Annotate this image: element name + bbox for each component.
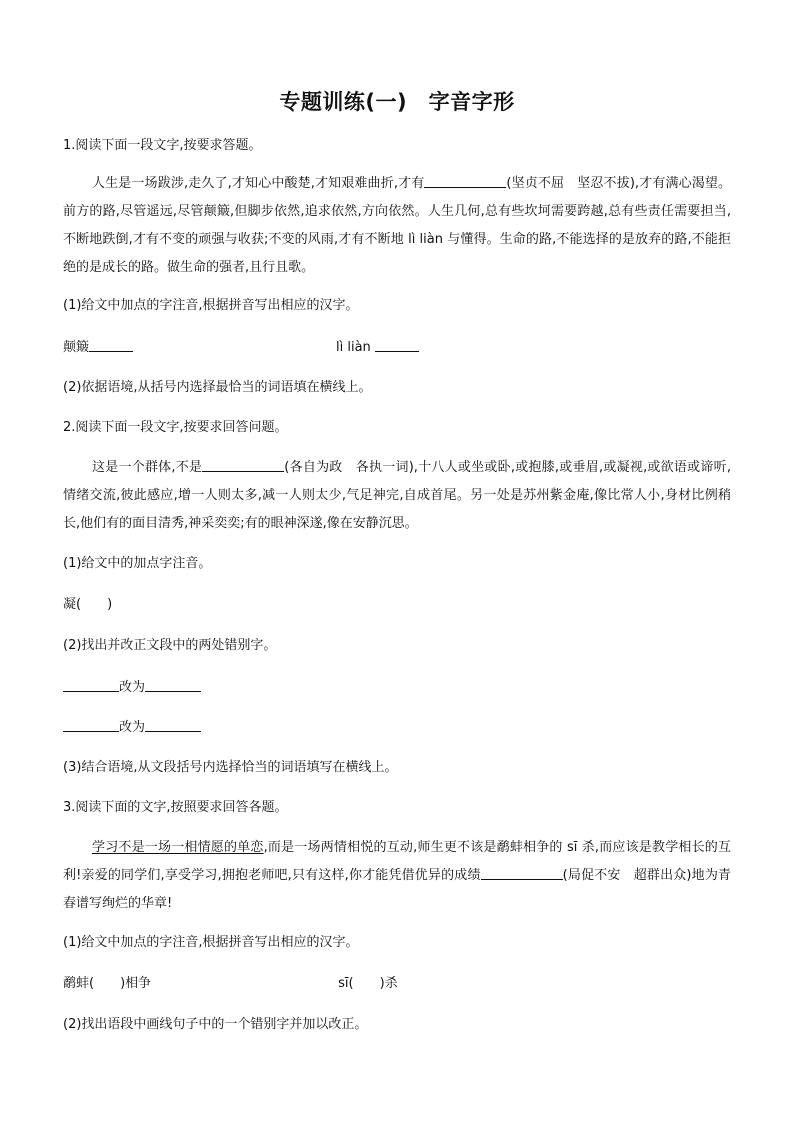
q2-change-label-1: 改为 xyxy=(119,680,146,695)
q3-answer-left: 鹬蚌( )相争 xyxy=(63,976,152,991)
q2-sub1: (1)给文中的加点字注音。 xyxy=(63,556,212,571)
q2-passage xyxy=(63,454,731,538)
q3-passage-part-b: (局促不安 超群出众)地为青春谱写绚烂的华章! xyxy=(63,868,731,911)
q2-passage-part-a: 这是一个群体,不是 xyxy=(92,460,203,475)
q3-fill-blank[interactable] xyxy=(481,866,563,880)
q3-passage xyxy=(63,834,731,918)
q2-sub3: (3)结合语境,从文段括号内选择恰当的词语填写在横线上。 xyxy=(63,760,398,775)
q3-underlined-sentence: 学习不是一场一相情愿的单恋 xyxy=(92,840,264,855)
q2-sub2: (2)找出并改正文段中的两处错别字。 xyxy=(63,638,277,653)
q3-sub2: (2)找出语段中画线句子中的一个错别字并加以改正。 xyxy=(63,1017,368,1032)
q2-fill-blank[interactable] xyxy=(202,458,284,472)
q3-answer-row xyxy=(63,975,398,993)
q2-correct-char-blank-1[interactable] xyxy=(145,678,201,692)
q2-passage-part-b: (各自为政 各执一词),十八人或坐或卧,或抱膝,或垂眉,或凝视,或欲语或谛听,情绪交流,彼此感应,增一人则太多,减一人则太少,气足神完,自成首尾。另一处是苏州紫金庵,像比常人小,身材比例稍长,他们有的面目清秀,神采奕奕;有的眼神深遂,像在安静沉思。 xyxy=(63,460,731,531)
q1-answer-left-label: 颠簸 xyxy=(63,340,90,355)
q2-correction-row-1 xyxy=(63,678,201,697)
q2-answer-1: 凝( ) xyxy=(63,597,113,612)
q1-passage-part-a: 人生是一场跋涉,走久了,才知心中酸楚,才知艰难曲折,才有 xyxy=(92,176,425,191)
q1-sub2: (2)依据语境,从括号内选择最恰当的词语填在横线上。 xyxy=(63,380,372,395)
q2-stem: 2.阅读下面一段文字,按要求回答问题。 xyxy=(63,420,288,435)
q1-answer-right-blank[interactable] xyxy=(375,338,419,352)
q1-answer-row xyxy=(63,338,419,357)
q1-sub1: (1)给文中加点的字注音,根据拼音写出相应的汉字。 xyxy=(63,298,359,313)
q1-passage-part-b: (坚贞不屈 坚忍不拔),才有满心渴望。前方的路,尽管遥远,尽管颠簸,但脚步依然,追求依然,方向依然。人生几何,总有些坎坷需要跨越,总有些责任需要担当,不断地跌倒,才有不变的顽强与收获;不变的风雨,才有不断地 lì liàn 与懂得。生命的路,不能选择的是放弃的路,不能拒绝的是成长的路。做生命的强者,且行且歌。 xyxy=(63,176,732,275)
q2-correction-row-2 xyxy=(63,718,201,737)
q3-answer-right: sī( )杀 xyxy=(338,976,398,991)
q1-answer-left-blank[interactable] xyxy=(89,338,133,352)
q3-sub1: (1)给文中加点的字注音,根据拼音写出相应的汉字。 xyxy=(63,935,359,950)
q2-change-label-2: 改为 xyxy=(119,720,146,735)
q2-correct-char-blank-2[interactable] xyxy=(145,718,201,732)
q1-fill-blank[interactable] xyxy=(424,174,506,188)
q2-wrong-char-blank-1[interactable] xyxy=(63,678,119,692)
q3-stem: 3.阅读下面的文字,按照要求回答各题。 xyxy=(63,800,288,815)
q3-passage-part-a: ,而是一场两情相悦的互动,师生更不该是鹬蚌相争的 sī 杀,而应该是教学相长的互利!亲爱的同学们,享受学习,拥抱老师吧,只有这样,你才能凭借优异的成绩 xyxy=(63,840,731,883)
q1-answer-right-label: lì liàn xyxy=(336,340,371,355)
q1-stem: 1.阅读下面一段文字,按要求答题。 xyxy=(63,138,262,153)
q1-passage xyxy=(63,170,731,282)
page-title: 专题训练(一) 字音字形 xyxy=(279,90,515,114)
q2-wrong-char-blank-2[interactable] xyxy=(63,718,119,732)
